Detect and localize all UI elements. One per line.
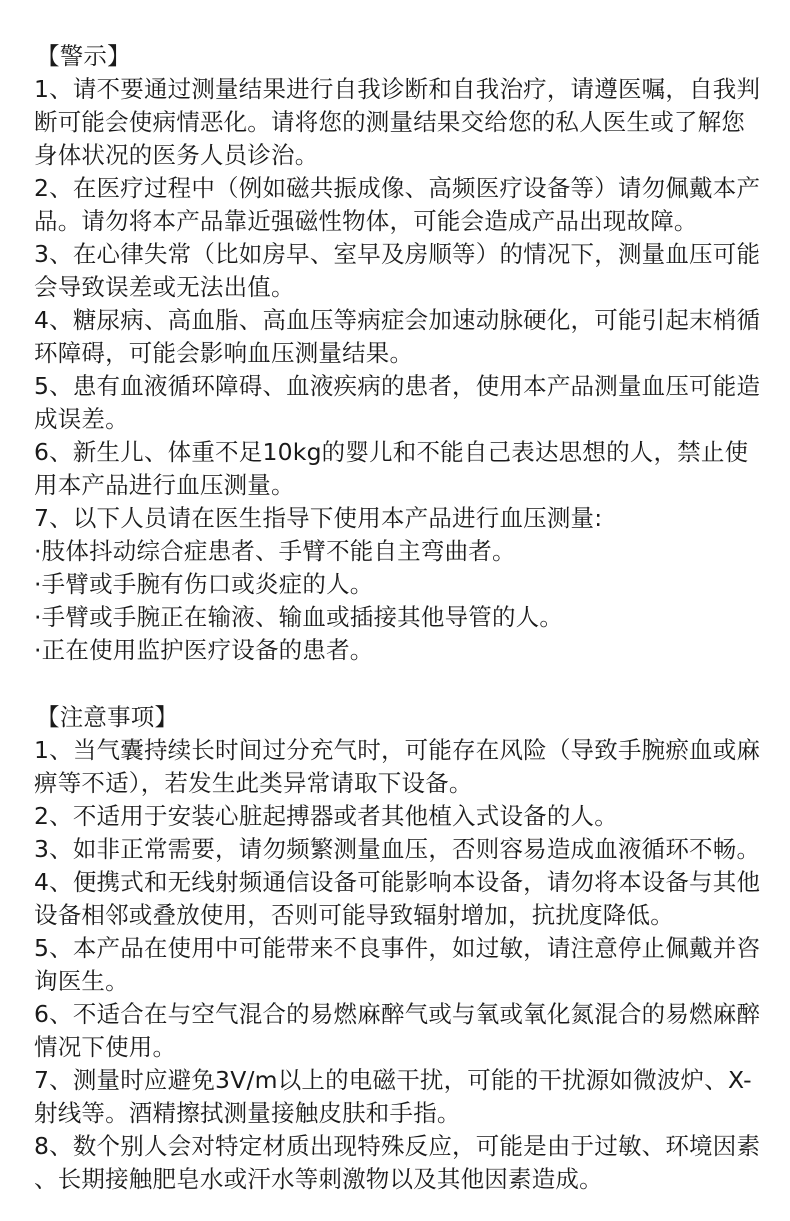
precaution-line: 2、不适用于安装心脏起搏器或者其他植入式设备的人。: [34, 802, 618, 830]
warning-section: [34, 40, 764, 667]
warning-line: 1、请不要通过测量结果进行自我诊断和自我治疗，请遵医嘱，自我判: [34, 75, 761, 103]
precaution-line: 4、便携式和无线射频通信设备可能影响本设备，请勿将本设备与其他: [34, 868, 761, 896]
precaution-line: 1、当气囊持续长时间过分充气时，可能存在风险（导致手腕瘀血或麻: [34, 736, 761, 764]
warning-heading: 【警示】: [36, 42, 131, 70]
precaution-line: 8、数个别人会对特定材质出现特殊反应，可能是由于过敏、环境因素: [34, 1132, 761, 1160]
precaution-line: 5、本产品在使用中可能带来不良事件，如过敏，请注意停止佩戴并咨: [34, 934, 761, 962]
warning-line: 品。请勿将本产品靠近强磁性物体，可能会造成产品出现故障。: [34, 207, 698, 235]
warning-line: 4、糖尿病、高血脂、高血压等病症会加速动脉硬化，可能引起末梢循: [34, 306, 761, 334]
warning-line: 身体状况的医务人员诊治。: [34, 141, 319, 169]
precaution-line: 6、不适合在与空气混合的易燃麻醉气或与氧或氧化氮混合的易燃麻醉: [34, 1000, 761, 1028]
warning-line: 5、患有血液循环障碍、血液疾病的患者，使用本产品测量血压可能造: [34, 372, 761, 400]
precautions-section: [34, 701, 764, 1196]
warning-body: [34, 73, 764, 667]
warning-bullet: ·手臂或手腕有伤口或炎症的人。: [34, 570, 374, 598]
precaution-line: 射线等。酒精擦拭测量接触皮肤和手指。: [34, 1099, 461, 1127]
warning-line: 3、在心律失常（比如房早、室早及房顺等）的情况下，测量血压可能: [34, 240, 761, 268]
precaution-line: 7、测量时应避免3V/m以上的电磁干扰，可能的干扰源如微波炉、X-: [34, 1066, 752, 1094]
precaution-line: 询医生。: [34, 967, 129, 995]
precautions-body: [34, 734, 764, 1196]
warning-line: 会导致误差或无法出值。: [34, 273, 295, 301]
document-page: [34, 40, 764, 1196]
warning-bullet: ·肢体抖动综合症患者、手臂不能自主弯曲者。: [34, 537, 516, 565]
warning-line: 断可能会使病情恶化。请将您的测量结果交给您的私人医生或了解您: [34, 108, 745, 136]
precautions-heading: 【注意事项】: [36, 703, 179, 731]
warning-line: 环障碍，可能会影响血压测量结果。: [34, 339, 414, 367]
warning-line: 成误差。: [34, 405, 129, 433]
precaution-line: 痹等不适），若发生此类异常请取下设备。: [34, 769, 473, 797]
warning-line: 2、在医疗过程中（例如磁共振成像、高频医疗设备等）请勿佩戴本产: [34, 174, 761, 202]
precaution-line: 3、如非正常需要，请勿频繁测量血压，否则容易造成血液循环不畅。: [34, 835, 761, 863]
warning-line: 用本产品进行血压测量。: [34, 471, 295, 499]
precaution-line: 情况下使用。: [34, 1033, 177, 1061]
precaution-line: 设备相邻或叠放使用，否则可能导致辐射增加，抗扰度降低。: [34, 901, 674, 929]
warning-line: 7、以下人员请在医生指导下使用本产品进行血压测量:: [34, 504, 603, 532]
warning-bullet: ·正在使用监护医疗设备的患者。: [34, 636, 374, 664]
warning-bullet: ·手臂或手腕正在输液、输血或插接其他导管的人。: [34, 603, 564, 631]
precaution-line: 、长期接触肥皂水或汗水等刺激物以及其他因素造成。: [34, 1165, 603, 1193]
warning-line: 6、新生儿、体重不足10kg的婴儿和不能自己表达思想的人，禁止使: [34, 438, 749, 466]
